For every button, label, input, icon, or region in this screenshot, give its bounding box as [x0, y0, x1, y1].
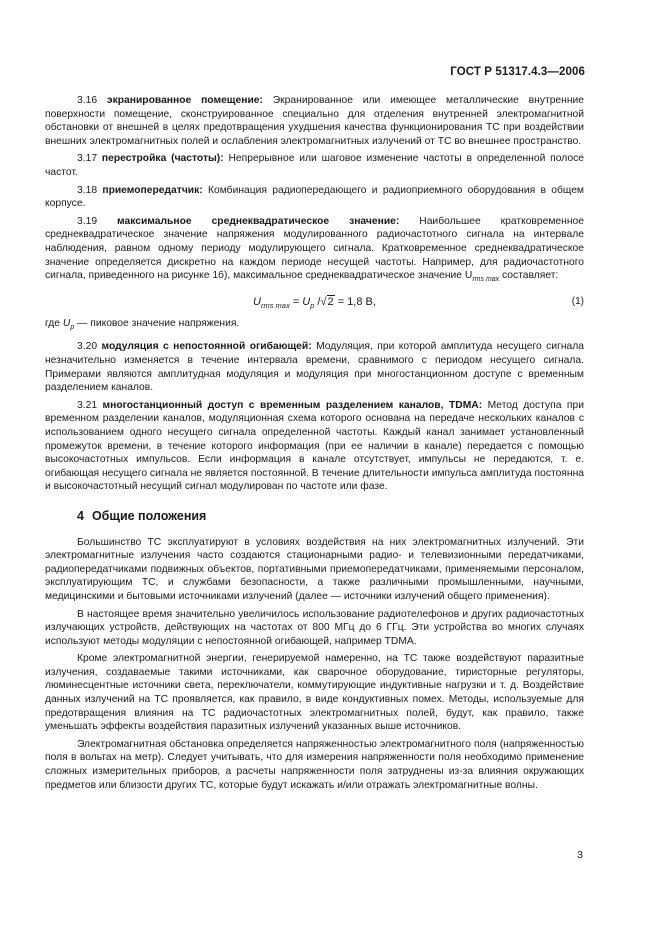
definition-number: 3.18 [77, 184, 98, 196]
where-symbol: U [62, 317, 71, 329]
section-paragraph: Большинство ТС эксплуатируют в условиях воздействия на них электромагнитных излучений. Эти электромагнитные излучения часто создаются стационарными радио- и телевизионными передатчиками, радиопередатчиками подвижных объектов, портативными приемопередатчиками, применяемыми персоналом, эксплуатирующим ТС, и службами безопасности, а также различными промышленными, научными, медицинскими и бытовыми источниками излучений (далее — источники излучений общего применения). [45, 536, 584, 602]
formula [253, 295, 376, 313]
section-title: Общие положения [91, 508, 207, 523]
where-symbol-sub: p [70, 323, 75, 331]
formula-row [45, 295, 584, 315]
section-paragraph: Электромагнитная обстановка определяется напряженностью электромагнитного поля (напряженностью поля в вольтах на метр). Следует учитывать, что для измерения напряженности поля необходимо применение сложных измерительных приборов, а расчеты напряженности поля затруднены из-за влияния окружающих предметов или близости других ТС, которые будут искажать и/или отражать электромагнитные волны. [45, 738, 584, 791]
definition-number: 3.16 [77, 95, 98, 106]
definition-text: Комбинация радиопередающего и радиоприемного оборудования в общем корпусе. [45, 184, 584, 210]
formula-eq: = [289, 295, 303, 308]
definition-3-21 [45, 399, 584, 494]
page-content [45, 94, 584, 796]
where-prefix: где [45, 317, 63, 329]
definition-text: Наибольшее кратковременное среднеквадратическое значение напряжения модулированного радиочастотного сигнала на интервале наблюдения, равном одному периоду модулирующего сигнала. Кратковременное среднеквадратическое значение определяется дискретно на каждом периоде несущей частоты. Например, для радиочастотного сигнала, приведенного на рисунке 1б), максимальное среднеквадратическое значение U [45, 215, 584, 282]
definition-text: Модуляция, при которой амплитуда несущего сигнала незначительно изменяется в течение интервала времени, сравнимого с периодом несущего сигнала. Примерами являются амплитудная модуляция и модуляция при многостанционном доступе с временным разделением каналов. [45, 341, 584, 394]
definition-text-end: составляет: [499, 270, 559, 282]
definition-3-20 [45, 340, 584, 394]
definition-number: 3.20 [77, 341, 98, 353]
definition-text: Метод доступа при временном разделении каналов, модуляционная схема которого основана на передаче нескольких каналов с использованием одного несущего сигнала определенной частоты. Каждый канал занимает установленный промежуток времени, в течение которого информация (при ее наличии в канале) передается с помощью высокочастотных импульсов. Если информация в канале отсутствует, импульсы не передаются, т. е. огибающая несущего сигнала не является постоянной. В течение длительности импульса амплитуда постоянна и высокочастотный несущий сигнал модулирован по частоте или фазе. [45, 399, 584, 493]
definition-term: приемопередатчик: [102, 184, 203, 196]
definition-subscript: rms max [472, 276, 500, 284]
definition-term: модуляция с непостоянной огибающей: [101, 341, 312, 353]
formula-div: /√ [314, 295, 327, 308]
definition-number: 3.21 [77, 399, 98, 411]
formula-explanation [45, 317, 584, 335]
definition-term: максимальное среднеквадратическое значение: [117, 215, 400, 227]
section-paragraph: В настоящее время значительно увеличилось использование радиотелефонов и других радиочастотных излучающих устройств, действующих на частотах от 800 МГц до 6 ГГц. Эти устройства во многих случаях используют методы модуляции с непостоянной огибающей, например TDMA. [45, 608, 584, 647]
definition-term: экранированное помещение: [106, 95, 263, 106]
section-number: 4 [77, 508, 84, 523]
formula-lhs: U [253, 295, 261, 308]
where-text: — пиковое значение напряжения. [74, 317, 240, 329]
section-heading [77, 510, 584, 524]
definition-number: 3.17 [77, 153, 98, 165]
definition-term: многостанционный доступ с временным разделением каналов, TDMA: [102, 399, 483, 411]
document-header: ГОСТ Р 51317.4.3—2006 [450, 66, 585, 78]
definition-3-16 [45, 94, 584, 148]
formula-radicand: 2 [327, 295, 334, 308]
definition-number: 3.19 [77, 215, 98, 227]
formula-rhs: = 1,8 В, [334, 295, 376, 308]
definition-3-17 [45, 152, 584, 179]
formula-lhs-sub: rms max [260, 300, 290, 310]
formula-mid: U [302, 295, 311, 308]
definition-3-18 [45, 184, 584, 211]
section-paragraph: Кроме электромагнитной энергии, генерируемой намеренно, на ТС также воздействуют паразитные излучения, создаваемые такими источниками, как сварочное оборудование, тиристорные регуляторы, люминесцентные источники света, переключатели, коммутирующие индуктивные нагрузки и т. д. Воздействие данных излучений на ТС проявляется, как правило, в виде кондуктивных помех. Методы, используемые для предотвращения влияния на ТС радиочастотных электромагнитных полей, будут, как правило, также уменьшать эффекты воздействия паразитных излучений указанных выше источников. [45, 653, 584, 733]
page-number: 3 [577, 849, 583, 861]
definition-text: Экранированное или имеющее металлические внутренние поверхности помещение, сконструированное специально для отделения внутренней электромагнитной обстановки от внешней в целях предотвращения ухудшения качества функционирования ТС при воздействии внешних электромагнитных полей и ослабления электромагнитных излучений от ТС во внешнее пространство. [45, 95, 584, 147]
definition-text: Непрерывное или шаговое изменение частоты в определенной полосе частот. [45, 153, 584, 178]
formula-number: (1) [571, 295, 584, 307]
formula-mid-sub: p [310, 300, 315, 310]
definition-3-19 [45, 215, 584, 287]
definition-term: перестройка (частоты): [101, 153, 224, 165]
